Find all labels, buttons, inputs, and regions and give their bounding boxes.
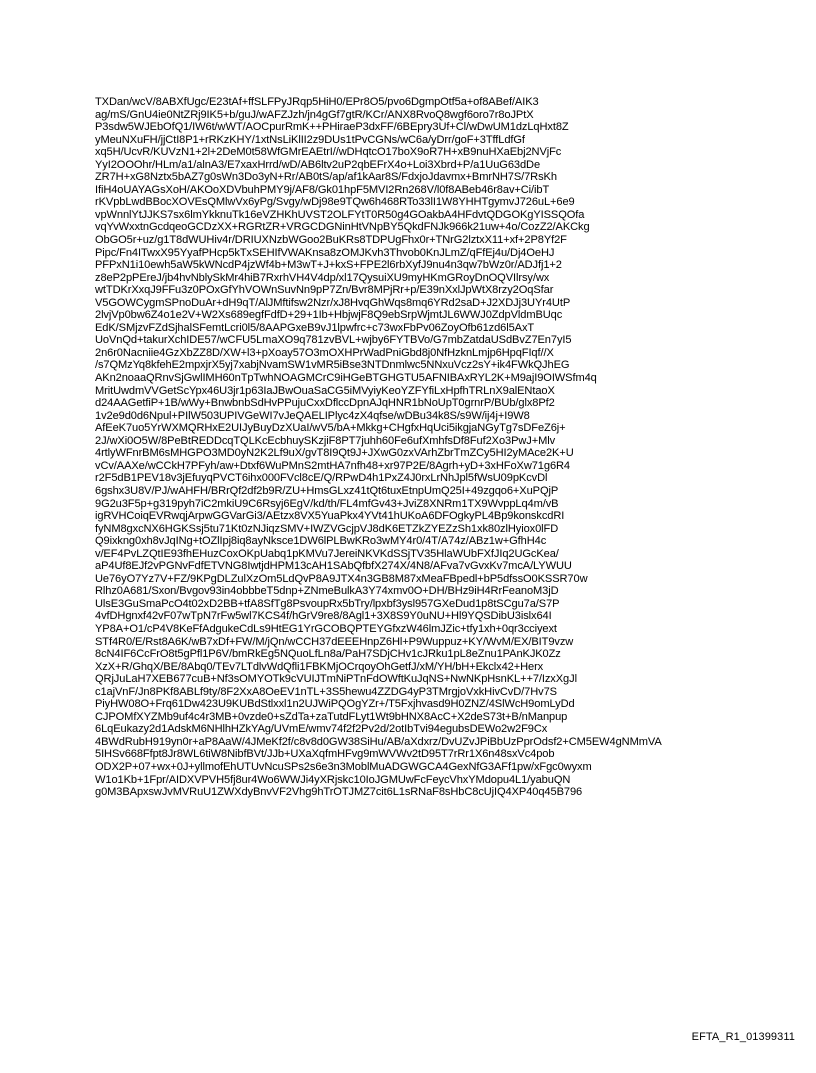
encoded-text-line: XzX+R/GhqX/BE/8Abq0/TEv7LTdlvWdQfli1FBKMjOCrqoyOhGetfJ/xM/YH/bH+Ekclx42+Herx bbox=[95, 660, 544, 673]
encoded-text-line: PiyHW08O+Frq61Dw423U9KUBdStlxxl1n2UJWiPQOgYZr+/T5Fxjhvasd9H0ZNZ/4SlWcH9omLyDd bbox=[95, 698, 575, 711]
encoded-text-line: PFPxN1i10ewh5aW5kWNcdP4jzWf4b+M3wT+J+kxS+FPE2l6rbXyfJ9nu4n3qw7bWz0r/ADJfj1+2 bbox=[95, 259, 562, 272]
encoded-text-line: ObGO5r+uz/g1T8dWUHiv4r/DRIUXNzbWGoo2BuKRs8TDPUgFhx0r+TNrG2lztxX11+xf+2P8Yf2F bbox=[95, 234, 567, 247]
encoded-text-line: EdK/SMjzvFZdSjhalSFemtLcri0l5/8AAPGxeB9vJ1lpwfrc+c73wxFbPv06ZoyOfb61zd6l5AxT bbox=[95, 321, 535, 334]
encoded-text-line: 8cN4IF6CcFrO8t5gPfl1P6V/bmRkEg5NQuoLfLn8a/PaH7SDjCHv1cJRku1pL8eZnu1PAnKJK0Zz bbox=[95, 648, 561, 661]
encoded-text-line: r2F5dB1PEV18v3jEfuyqPVCT6ihx000FVcl8cE/Q/RPwD4h1PxZ4J0rxLrNhJpl5fWsU09pKcvDl bbox=[95, 472, 548, 485]
encoded-text-line: v/EF4PvLZQtIE93fhEHuzCoxOKpUabq1pKMVu7JereiNKVKdSSjTV35HlaWUbFXfJIq2UGcKea/ bbox=[95, 547, 559, 560]
encoded-text-line: V5GOWCygmSPnoDuAr+dH9qT/AlJMftifsw2Nzr/xJ8HvqGhWqs8mq6YRd2saD+J2XDJj3UYr4UtP bbox=[95, 296, 571, 309]
encoded-text-line: Ue76yO7Yz7V+FZ/9KPgDLZulXzOm5LdQvP8A9JTX4n3GB8M87xMeaFBpedl+bP5dfssO0KSSR70w bbox=[95, 572, 588, 585]
encoded-text-line: wtTDKrXxqJ9FFu3z0POxGfYhVOWnSuvNn9pP7Zn/Bvr8MPjRr+p/E39nXxlJpWtX8rzy2OqSfar bbox=[95, 284, 554, 297]
encoded-text-line: z8eP2pPEreJ/jb4hvNblySkMr4hiB7RxrhVH4V4dp/xl17QysuiXU9myHKmGRoyDnOQVIlrsy/wx bbox=[95, 271, 550, 284]
encoded-text-line: UlsE3GuSmaPcO4t02xD2BB+tfA8SfTg8PsvoupRx5bTry/lpxbf3ysl957GXeDud1p8tSCgu7a/S7P bbox=[95, 597, 560, 610]
encoded-text-line: vpWnnlYtJJKS7sx6lmYkknuTk16eVZHKhUVST2OLFYtT0R50g4GOakbA4HFdvtQDGOKgYISSQOfa bbox=[95, 208, 585, 221]
encoded-text-line: TXDan/wcV/8ABXfUgc/E23tAf+ffSLFPyJRqp5HiH0/EPr8O5/pvo6DgmpOtf5a+of8ABef/AIK3 bbox=[95, 96, 539, 108]
encoded-text-line: YyI2OOOhr/HLm/a1/alnA3/E7xaxHrrd/wD/AB6ltv2uP2qbEFrX4o+Loi3Xbrd+P/a1UuG63dDe bbox=[95, 158, 541, 171]
encoded-text-line: rKVpbLwdBBocXOVEsQMlwVx6yPg/Svgy/wDj98e9TQw6h468RTo33lI1W8YHHTgymvJ726uL+6e9 bbox=[95, 196, 575, 209]
encoded-text-line: 5IHSv668Ffpt8Jr8WL6tiW8NibfBVt/JJb+UXaXqfmHFvg9mWVWv2tD95T7rRr1X6n48sxVc4pob bbox=[95, 748, 555, 761]
encoded-text-line: P3sdw5WJEbOfQ1/IW6t/wWT/AOCpurRmK++PHiraeP3dxFF/6BEpry3Uf+Cl/wDwUM1dzLqHxt8Z bbox=[95, 121, 569, 134]
encoded-text-line: AKn2noaaQRnvSjGwlIMH60nTpTwhNOAGMCrC9iHGeBTGHGTU5AFNIBAxRYL2K+M9ajI9OIWSfm4q bbox=[95, 372, 597, 385]
encoded-text-line: aP4Uf8EJf2vPGNvFdfETVNG8IwtjdHPM13cAH1SAbQfbfX274X/4N8/AFva7vGvxKv7mcA/LYWUU bbox=[95, 560, 572, 573]
encoded-text-line: d24AAGetfiP+1B/wWy+BnwbnbSdHvPPujuCxxDflccDpnAJqHNR1bNoUpT0grnrP/BUb/glx8Pf2 bbox=[95, 397, 555, 410]
encoded-text-line: MritUwdmVVGetScYpx46U3jr1p63IaJBwOuaSaCG5iMVyiyKeoYZFYfiLxHpfhTRLnX9alENtaoX bbox=[95, 384, 555, 397]
encoded-text-line: /s7QMzYq8kfehE2mpxjrX5yj7xabjNvamSW1vMR5iBse3NTDnmlwc5NNxuVcz2sY+ik4FWkQJhEG bbox=[95, 359, 570, 372]
encoded-text-block bbox=[95, 96, 735, 799]
encoded-text-line: 6LqEukazy2d1AdskM6NHlhHZkYAg/UVmE/wmv74f2f2Pv2d/2otIbTvi94egubsDEWo2w2F9Cx bbox=[95, 723, 548, 736]
encoded-text-line: 2lvjVp0bw6Z4o1e2V+W2Xs689egfFdfD+29+1Ib+HbjwjF8Q9ebSrpWjmtJL6WWJ0ZdpVldmBUqc bbox=[95, 309, 563, 322]
encoded-text-line: Pipc/Fn4ITwxX95YyafPHcp5kTxSEHIfVWAKnsa8zOMJKvh3Thvob0KnJLmZ/qFfEj4u/Dj4OeHJ bbox=[95, 246, 555, 259]
encoded-text-line: c1ajVnF/Jn8PKf8ABLf9ty/8F2XxA8OeEV1nTL+3S5hewu4ZZDG4yP3TMrgjoVxkHivCvD/7Hv7S bbox=[95, 685, 557, 698]
encoded-text-line: 2J/wXi0O5W/8PeBtREDDcqTQLKcEcbhuySKzjiF8PT7juhh60Fe6ufXmhfsDf8Fuf2Xo3PwJ+Mlv bbox=[95, 434, 556, 447]
encoded-text-line: 2n6r0Nacniie4GzXbZZ8D/XW+l3+pXoay57O3mOXHPrWadPniGbd8j0NfHzknLmjp6HpqFIqf//X bbox=[95, 346, 554, 359]
encoded-text-line: 4rtlyWFnrBM6sMHGPO3MD0yN2K2Lf9uX/gvT8I9Qt9J+JXwG0zxVArhZbrTmZCy5HI2yMAce2K+U bbox=[95, 447, 574, 460]
encoded-text-line: STf4R0/E/Rst8A6K/wB7xDf+FW/M/jQn/wCCH37dEEEHnpZ6Hl+P9Wuppuz+KY/WvM/EX/BIT9vzw bbox=[95, 635, 574, 648]
encoded-text-line: Rlhz0A681/Sxon/Bvgov93in4obbbeT5dnp+ZNmeBulkA3Y74xmv0O+DH/BHz9iH4RrFeanoM3jD bbox=[95, 585, 559, 598]
encoded-text-line: 4vfDHgnxf42vF07wTpN7rFw5wl7KCS4f/hGrV9re8/8Agl1+3X8S9Y0uNU+Hl9YQSDibU3islx64I bbox=[95, 610, 552, 623]
encoded-text-line: igRVHCoiqEVRwqjArpwGGVarGi3/AEtzx8VX5YuaPkx4YVt41hUKoA6DFOgkyPL4Bp9konskcdRI bbox=[95, 510, 565, 523]
encoded-text-line: g0M3BApxswJvMVRuU1ZWXdyBnvVF2Vhg9hTrOTJMZ7cit6L1sRNaF8sHbC8cUjIQ4XP40q45B796 bbox=[95, 786, 583, 799]
encoded-text-line: UoVnQd+takurXchIDE57/wCFU5LmaXO9q781zvBVL+wjby6FYTBVo/G7mbZatdaUSdBvZ7En7yI5 bbox=[95, 334, 572, 347]
encoded-text-line: CJPOMfXYZMb9uf4c4r3MB+0vzde0+sZdTa+zaTutdFLyt1Wt9bHNX8AcC+X2deS73t+B/nManpup bbox=[95, 710, 568, 723]
encoded-text-line: YP8A+O1/cP4V8KeFfAdgukeCdLs9HtEG1YrGCOBQPTEYGfxzW46lmJZic+tfy1xh+0qr3cciyext bbox=[95, 622, 557, 635]
encoded-text-line: AfEeK7uo5YrWXMQRHxE2UIJyBuyDzXUaI/wV5/bA+Mkkg+CHgfxHqUci5ikgjaNGyTg7sDFeZ6j+ bbox=[95, 422, 566, 435]
encoded-text-line: IfiH4oUAYAGsXoH/AKOoXDVbuhPMY9j/AF8/Gk01hpF5MVI2Rn268V/l0f8ABeb46r8av+Ci/ibT bbox=[95, 183, 550, 196]
encoded-text-line: ZR7H+xG8Nztx5bAZ7g0sWn3Do3yN+Rr/AB0tS/ap/af1kAar8S/FdxjoJdavmx+BmrNH7S/7RsKh bbox=[95, 171, 557, 184]
encoded-text-line: vCv/AAXe/wCCkH7PFyh/aw+Dtxf6WuPMnS2mtHA7nfh48+xr97P2E/8Agrh+yD+3xHFoXw71g6R4 bbox=[95, 459, 570, 472]
encoded-text-line: QRjJuLaH7XEB677cuB+Nf3sOMYOTk9cVUIJTmNiPTnFdOWftKuJqNS+NwNKpHsnKL++7/IzxXgJl bbox=[95, 673, 577, 686]
encoded-text-line: W1o1Kb+1Fpr/AIDXVPVH5fj8ur4Wo6WWJi4yXRjskc10IoJGMUwFcFeycVhxYMdopu4L1/yabuQN bbox=[95, 773, 571, 786]
encoded-text-line: yMeuNXuFH/jjCtI8P1+rRKzKHY/1xtNsLiKlII2z9DUs1tPvCGNs/wC6a/yDrr/goF+3TffLdfGf bbox=[95, 133, 525, 146]
encoded-text-line: 9G2u3F5p+g319pyh7iC2mkiU9C6Rsyj6EgV/kd/th/FL4mfGv43+JviZ8XNRm1TX9WvppLq4m/vB bbox=[95, 497, 559, 510]
encoded-text-line: fyNM8gxcNX6HGKSsj5tu71Kt0zNJiqzSMV+IWZVGcjpVJ8dK6ETZkZYEZzSh1xk80zlHyiox0lFD bbox=[95, 522, 559, 535]
encoded-text-line: xq5H/UcvR/KUVzN1+2l+2DeM0t58WfGMrEAEtrI//wDHqtcO17boX9oR7H+xB9nuHXaEbj2NVjFc bbox=[95, 146, 562, 159]
encoded-text-line: vqYvWxxtnGcdqeoGCDzXX+RGRtZR+VRGCDGNinHtVNpBY5QkdFNJk966k21uw+4o/CozZ2/AKCkg bbox=[95, 221, 590, 234]
encoded-text-line: 1v2e9d0d6Npul+PIlW503UPIVGeWI7vJeQAELIPlyc4zX4qfse/wDBu34k8S/s9W/ij4j+I9W8 bbox=[95, 409, 530, 422]
encoded-text-line: Q9ixkng0xh8vJqINg+tOZlIpj8iq8ayNksce1DW6lPLBwKRo3wMY4r0/4T/A74z/ABz1w+GfhH4c bbox=[95, 535, 547, 548]
encoded-text-line: ODX2P+07+wx+0J+yllmofEhUTUvNcuSPs2s6e3n3MoblMuADGWGCA4GexNfG3AFf1pw/xFgc0wyxm bbox=[95, 760, 592, 773]
encoded-text-line: 4BWdRubH919yn0r+aP8AaW/4JMeKf2f/c8v8d0GW38SiHu/AB/aXdxrz/DvUZvJPiBbUzPprOdsf2+CM5EW4gNMmVA bbox=[95, 735, 662, 748]
encoded-text-line: ag/mS/GnU4ie0NtZRj9IK5+b/guJ/wAFZJzh/jn4gGf7gtR/KCr/ANX8RvoQ8wgf6oro7r8oJPtX bbox=[95, 108, 534, 121]
document-id-stamp: EFTA_R1_01399311 bbox=[691, 1031, 795, 1043]
encoded-text-line: 6gshx3U8V/PJ/wAHFH/BRrQf2df2b9R/ZU+HmsGLxz41tQt6tuxEtnpUmQ25I+49zgqo6+XuPQjP bbox=[95, 484, 559, 497]
